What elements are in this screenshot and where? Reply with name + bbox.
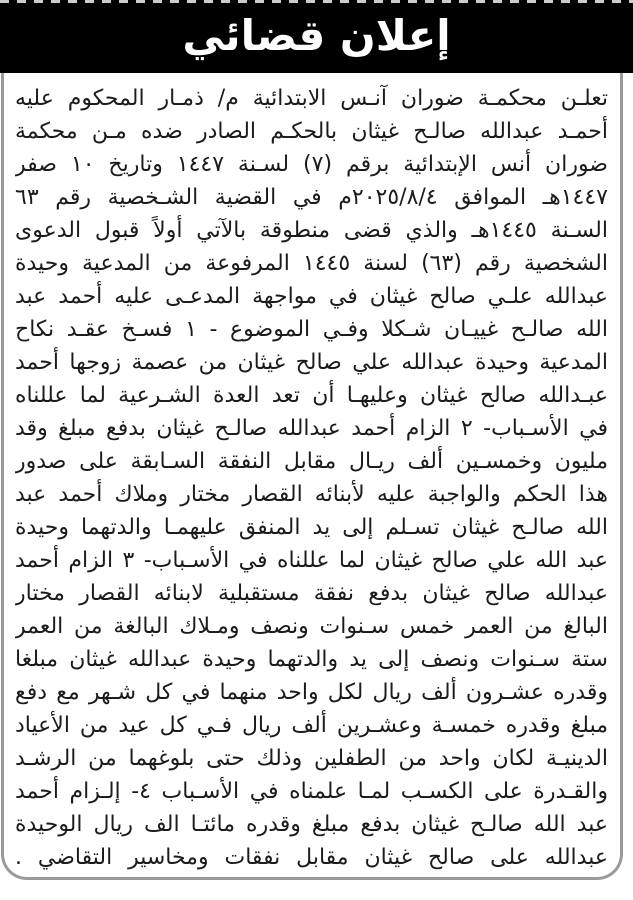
notice-line: مليون وخمسـين ألف ريـال مقابل النفقة السـابقة على صدور [15,449,608,474]
notice-line: في الأسـباب- ٢ الزام أحمد عبدالله صالـح غيثان بدفع مبلغ وقد [15,416,608,441]
notice-line: تعلـن محكمـة ضوران آنـس الابتدائية م/ ذمـار المحكوم عليه [15,86,608,111]
notice-line: المدعية وحيدة عبدالله علي صالح غيثان من عصمة زوجها أحمد [15,350,608,375]
notice-header-banner [0,0,633,73]
notice-line: البالغ من العمر خمس سـنوات ونصف ومـلاك البالغة من العمر [15,614,608,639]
notice-line: وقدره عشـرون ألف ريال لكل واحد منهما في كل شـهر مع دفع [15,680,608,705]
notice-line: عبدالله علـي صالح غيثان في مواجهة المدعـى عليه أحمد عبد [15,284,608,309]
notice-text-block [15,82,608,874]
notice-line: الشخصية رقم (٦٣) لسنة ١٤٤٥ المرفوعة من المدعية وحيدة [15,251,608,276]
notice-line: الله صالـح غييـان شـكلا وفـي الموضوع - ١ فسـخ عقـد نكاح [15,317,608,342]
notice-line: عبدالله صالح غيثان بدفع نفقة مستقبلية لابنائه القصار مختار [15,581,608,606]
notice-line: عبـدالله صالح غيثان وعليهـا أن تعد العدة الشـرعية لما عللناه [15,383,608,408]
notice-line: ١٤٤٧هـ الموافق ٢٠٢٥/٨/٤م في القضية الشـخصية رقم ٦٣ [15,185,608,210]
notice-line: ستة سـنوات ونصف إلى يد والدتهما وحيدة عبدالله غيثان مبلغا [15,647,608,672]
notice-title: إعلان قضائي [182,11,451,60]
notice-line: مبلغ وقدره خمسـة وعشـرين ألف ريال فـي كل عيد من الأعياد [15,713,608,738]
notice-line: الله صالـح غيثان تسـلم إلى يد المنفق عليهمـا والدتهما وحيدة [15,515,608,540]
notice-line: السـنة ١٤٤٥هـ والذي قضى منطوقة بالآتي أولاً قبول الدعوى [15,218,608,243]
perforation-dashed-line [0,0,633,3]
notice-line: عبد الله صالـح غيثان بدفع مبلغ وقدره مائتـا الف ريال الوحيدة [15,812,608,837]
notice-line: عبدالله على صالح غيثان مقابل نفقات ومخاسير التقاضي . [15,845,608,870]
notice-line: الدينيـة لكان واحد من الطفلين وذلك حتى بلوغهما من الرشـد [15,746,608,771]
notice-line: هذا الحكم والواجبة عليه لأبنائه القصار مختار وملاك أحمد عبد [15,482,608,507]
notice-line: عبد الله علي صالح غيثان لما عللناه في الأسـباب- ٣ الزام أحمد [15,548,608,573]
notice-line: أحمـد عبدالله صالـح غيثان بالحكـم الصادر ضده مـن محكمة [15,119,608,144]
notice-body-frame [1,73,623,880]
notice-line: ضوران أنس الإبتدائية برقم (٧) لسـنة ١٤٤٧ وتاريخ ١٠ صفر [15,152,608,177]
notice-line: والقـدرة على الكسـب لمـا علمناه في الأسـباب ٤- إلـزام أحمد [15,779,608,804]
